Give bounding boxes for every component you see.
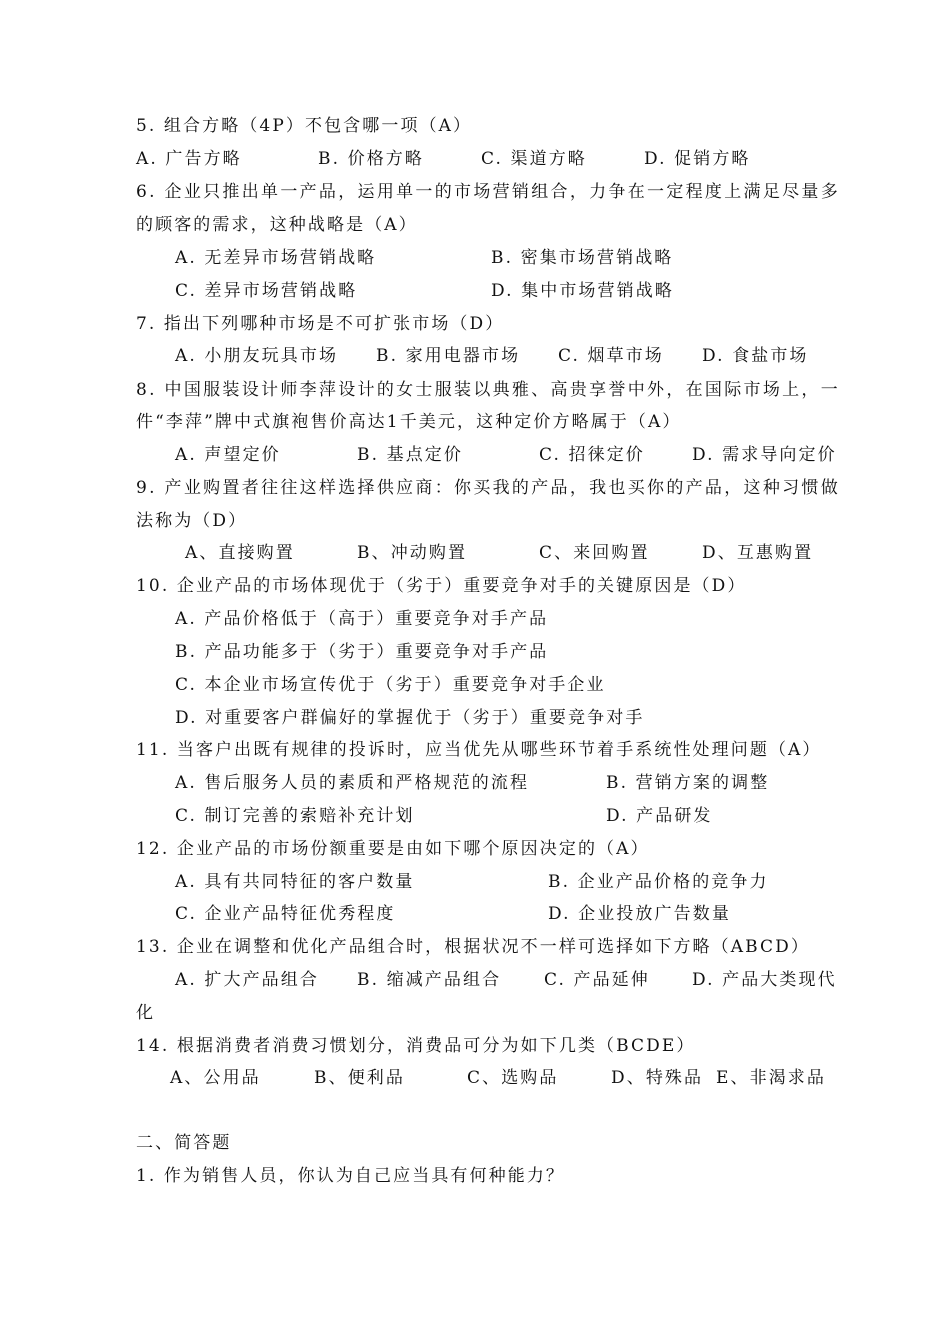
q10-option-a: A. 产品价格低于（高于）重要竞争对手产品 [175,609,549,629]
q7-option-b: B. 家用电器市场 [376,346,521,366]
q14-option-c: C、选购品 [467,1068,559,1088]
q5-option-a: A. 广告方略 [136,149,242,169]
q11-option-c: C. 制订完善的索赔补充计划 [175,806,415,826]
question-9-stem-line1: 9. 产业购置者往往这样选择供应商：你买我的产品，我也买你的产品，这种习惯做 [136,478,841,498]
q11-option-a: A. 售后服务人员的素质和严格规范的流程 [175,773,530,793]
question-6-stem-line1: 6. 企业只推出单一产品，运用单一的市场营销组合，力争在一定程度上满足尽量多 [136,182,841,202]
question-13-stem: 13. 企业在调整和优化产品组合时，根据状况不一样可选择如下方略（ABCD） [136,937,810,957]
q5-option-b: B. 价格方略 [318,149,425,169]
question-8-stem-line2: 件“李萍”牌中式旗袍售价高达1千美元，这种定价方略属于（A） [136,412,682,432]
q12-option-a: A. 具有共同特征的客户数量 [175,872,415,892]
section-heading: 二、简答题 [136,1133,232,1153]
q14-option-e: E、非渴求品 [716,1068,827,1088]
q5-option-c: C. 渠道方略 [481,149,587,169]
q13-option-c: C. 产品延伸 [544,970,650,990]
q9-option-a: A、直接购置 [185,543,295,563]
q9-option-d: D、互惠购置 [702,543,814,563]
short-answer-question-1: 1. 作为销售人员，你认为自己应当具有何种能力？ [136,1166,566,1186]
q13-option-b: B. 缩减产品组合 [357,970,502,990]
q9-option-c: C、来回购置 [539,543,650,563]
q10-option-b: B. 产品功能多于（劣于）重要竞争对手产品 [175,642,549,662]
q12-option-c: C. 企业产品特征优秀程度 [175,904,396,924]
q8-option-b: B. 基点定价 [357,445,464,465]
q6-option-a: A. 无差异市场营销战略 [175,248,377,268]
q10-option-d: D. 对重要客户群偏好的掌握优于（劣于）重要竞争对手 [175,708,645,728]
q13-option-a: A. 扩大产品组合 [175,970,319,990]
q7-option-d: D. 食盐市场 [702,346,809,366]
question-7-stem: 7. 指出下列哪种市场是不可扩张市场（D） [136,314,505,334]
q12-option-b: B. 企业产品价格的竞争力 [548,872,769,892]
q8-option-c: C. 招徕定价 [539,445,645,465]
q6-option-d: D. 集中市场营销战略 [491,281,674,301]
q7-option-a: A. 小朋友玩具市场 [175,346,339,366]
q5-option-d: D. 促销方略 [644,149,751,169]
question-9-stem-line2: 法称为（D） [136,511,248,531]
q14-option-a: A、公用品 [170,1068,261,1088]
q10-option-c: C. 本企业市场宣传优于（劣于）重要竞争对手企业 [175,675,606,695]
question-6-stem-line2: 的顾客的需求，这种战略是（A） [136,215,418,235]
q12-option-d: D. 企业投放广告数量 [548,904,731,924]
question-14-stem: 14. 根据消费者消费习惯划分，消费品可分为如下几类（BCDE） [136,1036,696,1056]
q9-option-b: B、冲动购置 [357,543,468,563]
q8-option-a: A. 声望定价 [175,445,281,465]
question-12-stem: 12. 企业产品的市场份额重要是由如下哪个原因决定的（A） [136,839,650,859]
q13-option-d-wrap: 化 [136,1003,156,1023]
q14-option-d: D、特殊品 [611,1068,704,1088]
question-10-stem: 10. 企业产品的市场体现优于（劣于）重要竞争对手的关键原因是（D） [136,576,747,596]
q8-option-d: D. 需求导向定价 [692,445,837,465]
q13-option-d: D. 产品大类现代 [692,970,837,990]
question-5-stem: 5. 组合方略（4P）不包含哪一项（A） [136,116,473,136]
q11-option-d: D. 产品研发 [606,806,713,826]
q7-option-c: C. 烟草市场 [558,346,664,366]
q11-option-b: B. 营销方案的调整 [606,773,770,793]
question-11-stem: 11. 当客户出既有规律的投诉时，应当优先从哪些环节着手系统性处理问题（A） [136,740,822,760]
q6-option-b: B. 密集市场营销战略 [491,248,674,268]
q14-option-b: B、便利品 [314,1068,405,1088]
q6-option-c: C. 差异市场营销战略 [175,281,358,301]
question-8-stem-line1: 8. 中国服装设计师李萍设计的女士服装以典雅、高贵享誉中外，在国际市场上，一 [136,380,841,400]
